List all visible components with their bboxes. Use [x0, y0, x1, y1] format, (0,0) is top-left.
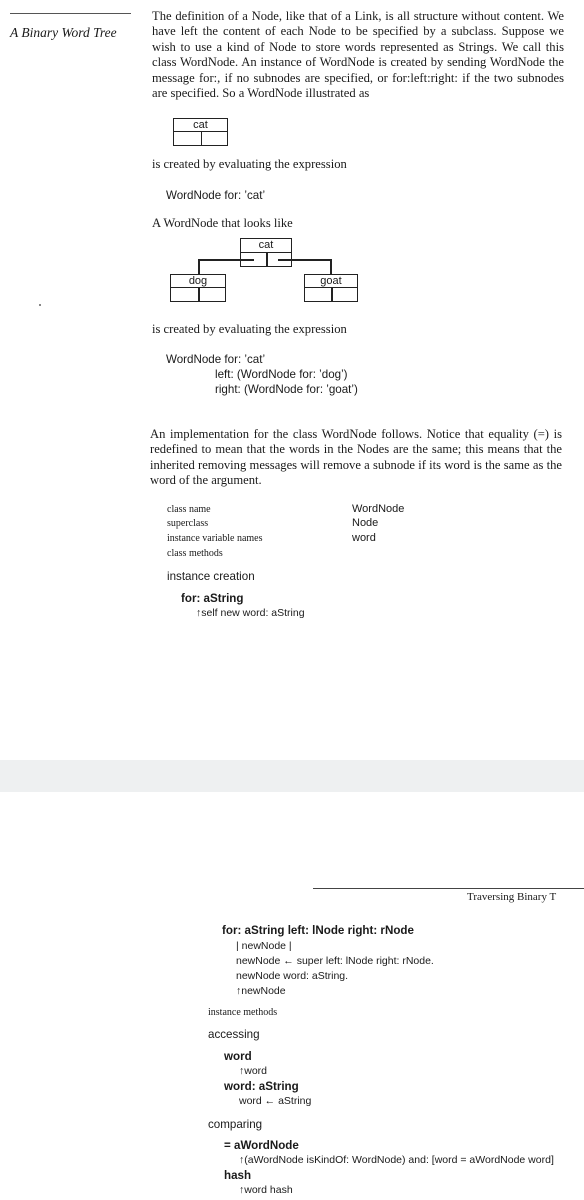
running-head: Traversing Binary T — [467, 891, 557, 903]
node-divider — [201, 132, 203, 145]
method-word-set-body: word ← aString — [239, 1095, 312, 1107]
tree-root-node — [240, 238, 292, 267]
method-word-body: ↑word — [239, 1065, 268, 1077]
body-line-1: | newNode | — [236, 940, 292, 952]
class-def-label-1: superclass — [167, 518, 209, 529]
class-def-label-0: class name — [167, 504, 211, 515]
running-head-rule — [313, 888, 584, 889]
expression-2-line-1: WordNode for: ’cat’ — [166, 353, 266, 366]
method-word-selector: word — [224, 1050, 252, 1063]
tree-right-label: goat — [305, 275, 357, 288]
node-divider — [266, 253, 268, 267]
body-line-3: newNode word: aString. — [236, 970, 349, 982]
class-def-value-2: word — [352, 532, 376, 544]
class-def-label-3: class methods — [167, 548, 223, 559]
wordnode-diagram-cat — [173, 118, 228, 146]
category-accessing: accessing — [208, 1028, 260, 1041]
looks-like-text: A WordNode that looks like — [152, 216, 293, 230]
method-for-selector: for: aString — [181, 592, 244, 605]
class-def-value-1: Node — [352, 517, 379, 529]
method-for-left-right-body — [236, 939, 434, 999]
expression-2-line-3: right: (WordNode for: ’goat’) — [215, 383, 358, 396]
created-by-text-2: is created by evaluating the expression — [152, 322, 347, 336]
method-hash-selector: hash — [224, 1169, 252, 1182]
class-def-label-2: instance variable names — [167, 533, 263, 544]
expression-1: WordNode for: ’cat’ — [166, 189, 266, 202]
node-word-label: cat — [174, 119, 227, 132]
category-instance-creation: instance creation — [167, 570, 255, 583]
body-line-4: ↑newNode — [236, 985, 286, 997]
expression-2-line-2: left: (WordNode for: ’dog’) — [215, 368, 348, 381]
page-gap — [0, 760, 584, 792]
connector-right-horizontal — [278, 259, 331, 261]
method-word-set-selector: word: aString — [224, 1080, 299, 1093]
margin-rule — [10, 13, 131, 14]
method-for-body: ↑self new word: aString — [196, 607, 305, 619]
class-def-value-0: WordNode — [352, 503, 405, 515]
book-page-2 — [0, 792, 584, 1200]
node-divider — [198, 288, 200, 301]
margin-dot — [39, 304, 41, 306]
node-divider — [331, 288, 333, 301]
method-for-left-right-selector: for: aString left: lNode right: rNode — [222, 924, 414, 937]
intro-paragraph: The definition of a Node, like that of a Link, is all structure without content. We have left the content of each Node to be specified by a subclass. Suppose we wish to use a kind of Node to store words represented as Strings. We call this class WordNode. An instance of WordNode is created by sending WordNode the message for:, if no subnodes are specified, or for:left:right: if the two subnodes are specified. So a WordNode illustrated as — [152, 9, 564, 101]
tree-left-label: dog — [171, 275, 225, 288]
connector-right-vertical — [330, 259, 332, 274]
method-equals-body: ↑(aWordNode isKindOf: WordNode) and: [word = aWordNode word] — [239, 1154, 554, 1166]
tree-right-node — [304, 274, 358, 302]
connector-left-horizontal — [198, 259, 254, 261]
method-hash-body: ↑word hash — [239, 1184, 293, 1196]
tree-root-label: cat — [241, 239, 291, 253]
implementation-paragraph: An implementation for the class WordNode follows. Notice that equality (=) is redefined to mean that the words in the Nodes are the same; this means that the inherited removing messages will remove a subnode if its word is the same as the word of the argument. — [150, 427, 562, 488]
expression-2 — [166, 352, 358, 397]
tree-left-node — [170, 274, 226, 302]
section-margin-title: A Binary Word Tree — [10, 25, 117, 40]
instance-methods-heading: instance methods — [208, 1007, 278, 1018]
category-comparing: comparing — [208, 1118, 263, 1131]
method-equals-selector: = aWordNode — [224, 1139, 299, 1152]
body-line-2: newNode ← super left: lNode right: rNode. — [236, 955, 434, 967]
connector-left-vertical — [198, 259, 200, 274]
created-by-text-1: is created by evaluating the expression — [152, 157, 347, 171]
